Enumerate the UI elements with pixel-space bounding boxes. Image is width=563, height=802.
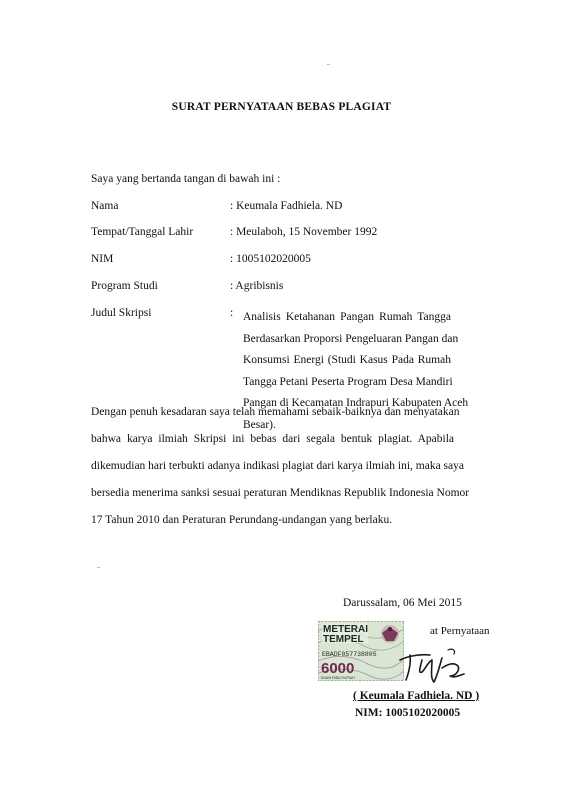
stamp-serial: EBADF057738805 [322, 651, 377, 658]
field-label-prodi: Program Studi [91, 280, 158, 292]
thesis-line: Tangga Petani Peserta Program Desa Mandiri [243, 375, 453, 388]
thesis-line: Besar). [243, 418, 276, 431]
statement-line: 17 Tahun 2010 dan Peraturan Perundang-undangan yang berlaku. [91, 514, 393, 526]
statement-line: bahwa karya ilmiah Skripsi ini bebas dari segala bentuk plagiat. Apabila [91, 433, 454, 445]
field-value-nim: : 1005102020005 [230, 253, 311, 265]
field-label-nama: Nama [91, 200, 119, 212]
stamp-heading-1: METERAI [323, 624, 368, 635]
stamp-amount: 6000 [321, 660, 355, 677]
place-date: Darussalam, 06 Mei 2015 [343, 597, 462, 609]
field-value-nama: : Keumala Fadhiela. ND [230, 200, 343, 212]
garuda-emblem-icon [381, 625, 399, 643]
stamp-amount-caption: ENAM RIBU RUPIAH [321, 676, 355, 680]
page-title: SURAT PERNYATAAN BEBAS PLAGIAT [171, 101, 392, 113]
declarer-caption: at Pernyataan [430, 625, 490, 637]
stamp-heading-2: TEMPEL [323, 634, 364, 645]
field-label-judul: Judul Skripsi [91, 307, 152, 319]
speck [97, 567, 100, 568]
handwritten-signature [398, 638, 468, 686]
field-label-ttl: Tempat/Tanggal Lahir [91, 226, 194, 238]
thesis-line: Konsumsi Energi (Studi Kasus Pada Rumah [243, 354, 451, 367]
field-label-nim: NIM [91, 253, 114, 265]
field-value-prodi: : Agribisnis [230, 280, 284, 292]
thesis-line: Analisis Ketahanan Pangan Rumah Tangga [243, 311, 451, 323]
intro-text: Saya yang bertanda tangan di bawah ini : [91, 173, 281, 185]
thesis-colon: : [230, 307, 234, 319]
field-value-ttl: : Meulaboh, 15 November 1992 [230, 226, 378, 238]
signer-nim: NIM: 1005102020005 [355, 707, 461, 719]
statement-line: Dengan penuh kesadaran saya telah memahami sebaik-baiknya dan menyatakan [91, 406, 460, 418]
speck [327, 64, 330, 65]
signer-name: ( Keumala Fadhiela. ND ) [353, 690, 480, 702]
statement-paragraph [91, 399, 470, 534]
thesis-line: Berdasarkan Proporsi Pengeluaran Pangan dan [243, 332, 459, 345]
statement-line: dikemudian hari terbukti adanya indikasi plagiat dari karya ilmiah ini, maka saya [91, 460, 464, 472]
statement-line: bersedia menerima sanksi sesuai peraturan Mendiknas Republik Indonesia Nomor [91, 487, 470, 499]
revenue-stamp [318, 621, 404, 681]
thesis-line: Pangan di Kecamatan Indrapuri Kabupaten Aceh [243, 397, 469, 410]
